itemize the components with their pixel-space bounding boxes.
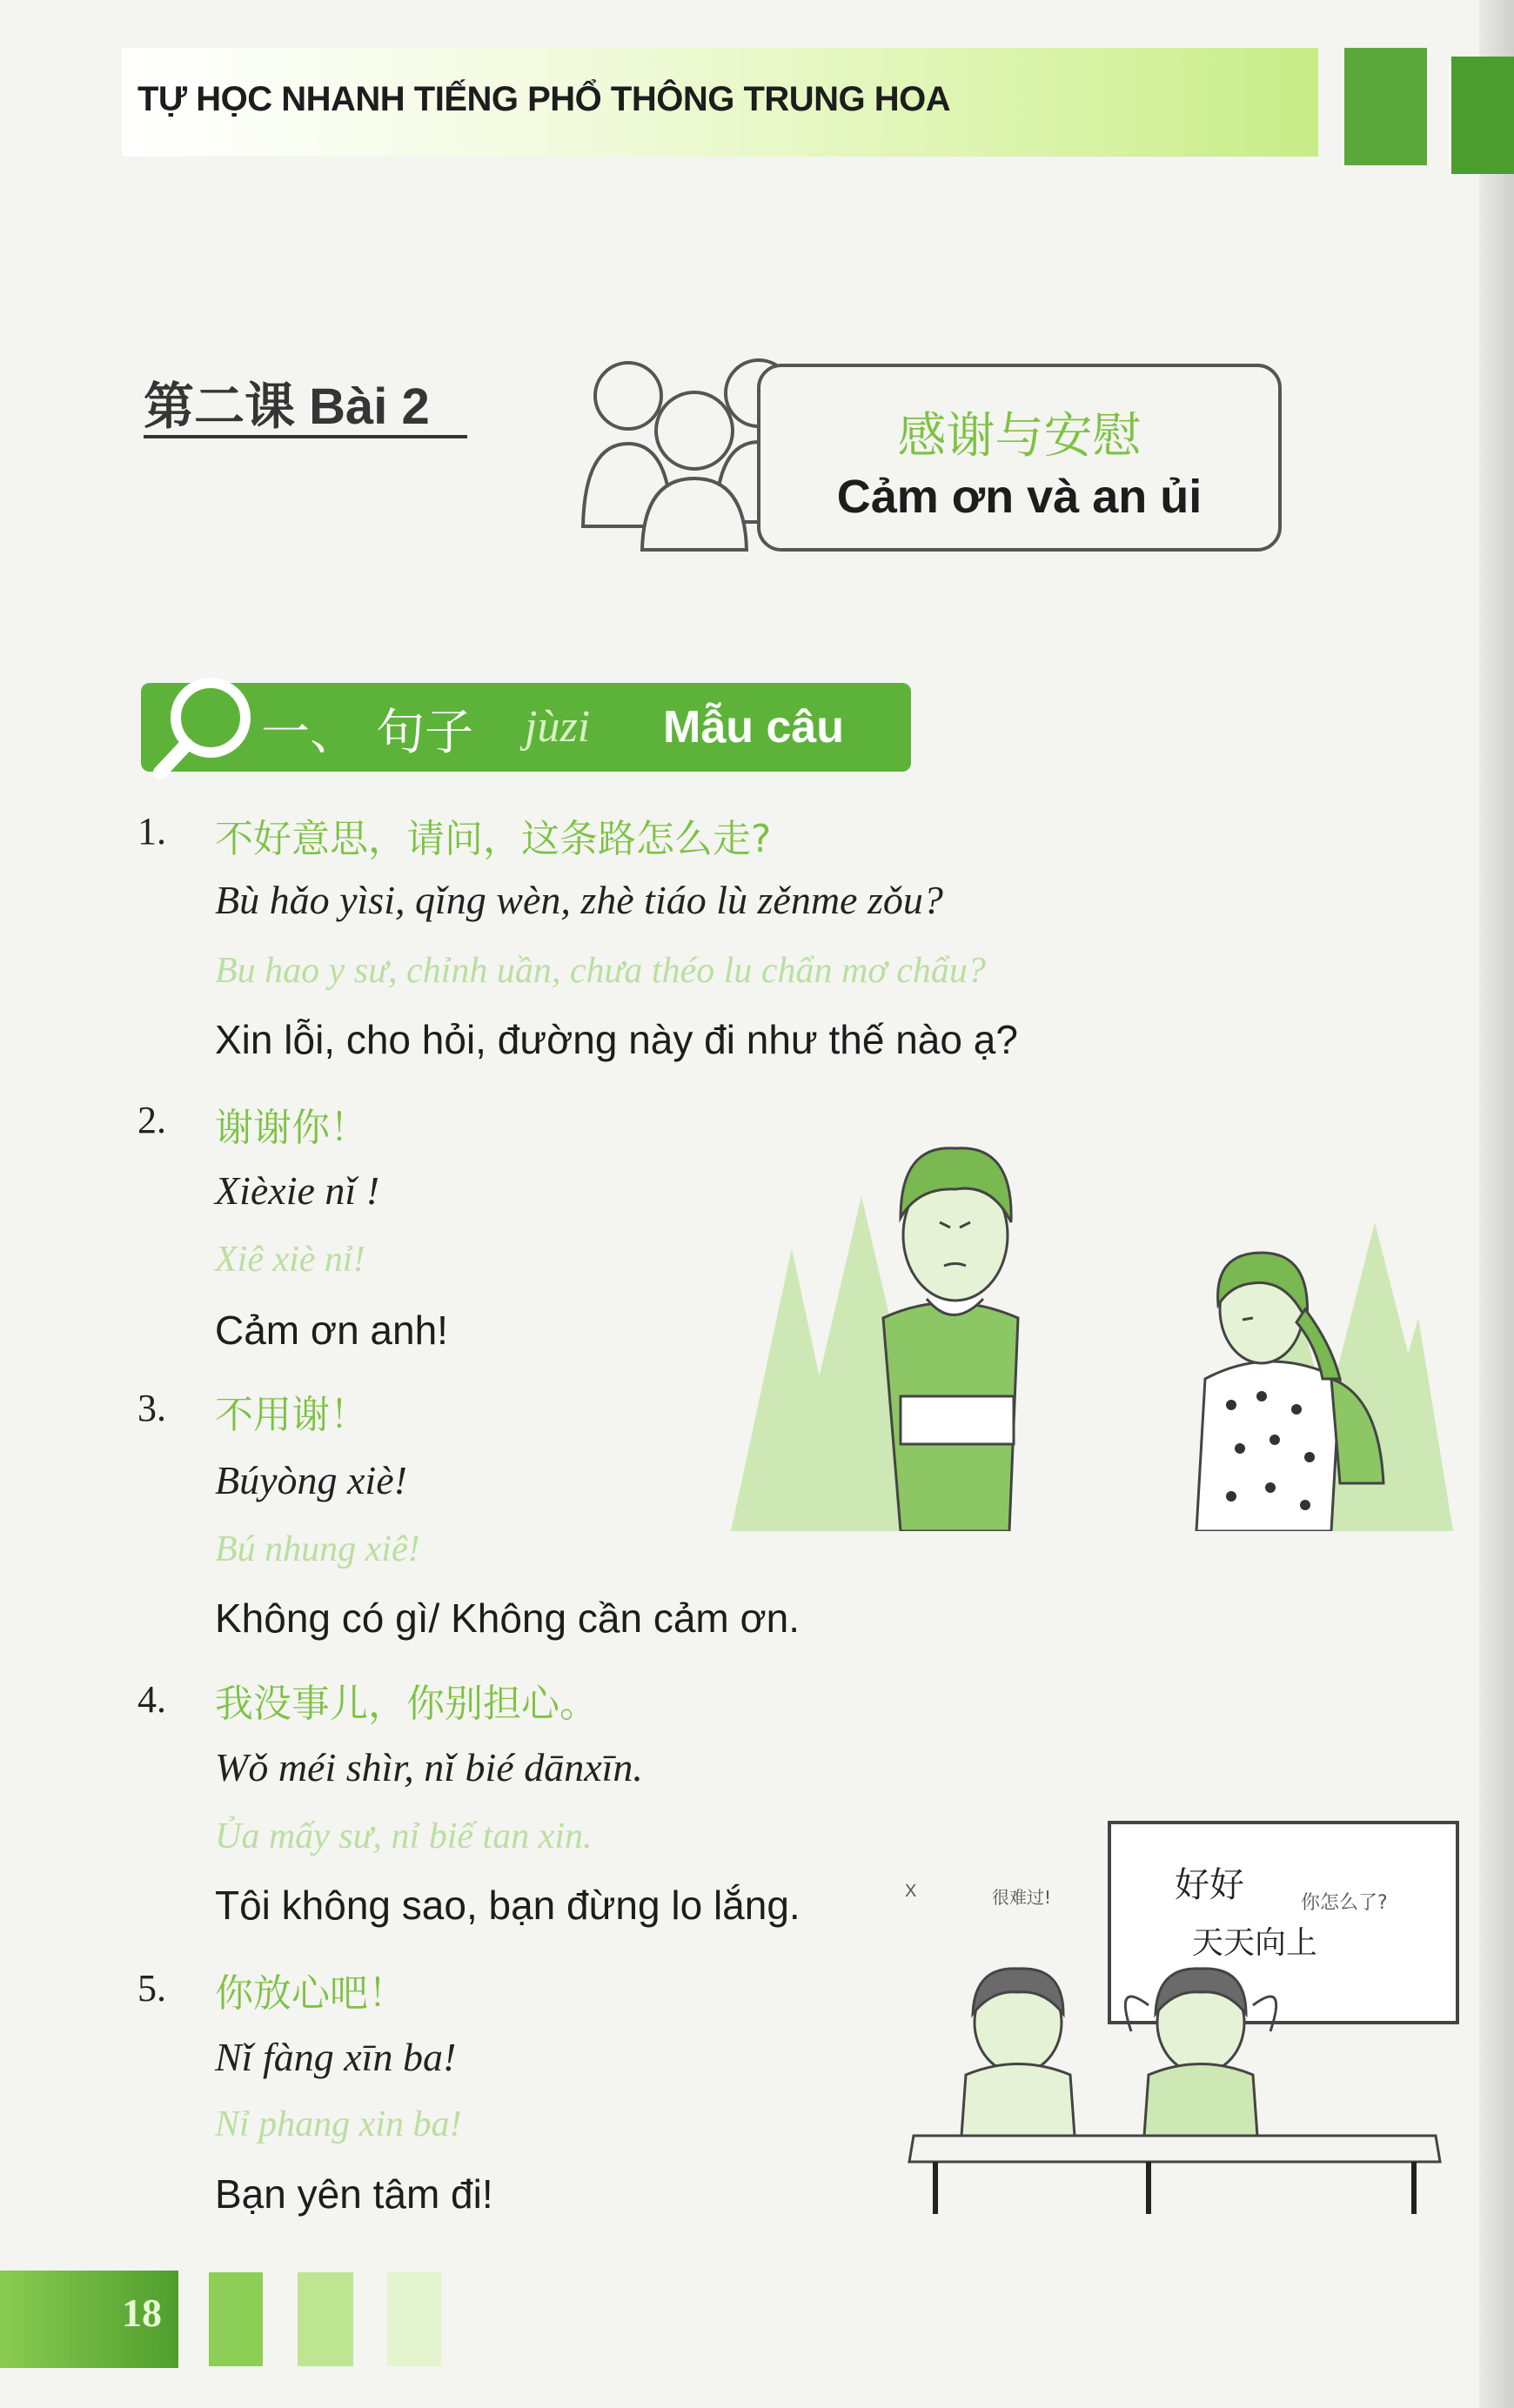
sentence-number: 3. (137, 1387, 166, 1429)
lesson-title-vi: Cảm ơn và an ủi (836, 471, 1202, 523)
x-mark: X (905, 1882, 917, 1901)
classroom-illustration (896, 1805, 1462, 2223)
sentence-number: 2. (137, 1099, 166, 1141)
book-title: TỰ HỌC NHANH TIẾNG PHỔ THÔNG TRUNG HOA (137, 80, 951, 118)
sentence-pinyin: Nǐ fàng xīn ba! (215, 2035, 457, 2079)
sentence-pinyin: Bù hǎo yìsi, qǐng wèn, zhè tiáo lù zěnme zǒu? (215, 878, 943, 922)
blackboard-text: 天天向上 (1192, 1925, 1318, 1961)
lesson-underline (144, 435, 467, 438)
sentence-vietnamese: Bạn yên tâm đi! (215, 2171, 493, 2217)
magnifier-icon (150, 670, 258, 783)
sentence-number: 1. (137, 810, 166, 853)
sentence-pinyin: Xièxie nǐ ! (215, 1168, 380, 1213)
footer-accent-block (298, 2272, 353, 2366)
sentence-chinese: 你放心吧！ (215, 1971, 406, 2016)
page-number: 18 (122, 2291, 162, 2335)
sentence-chinese: 谢谢你！ (215, 1106, 368, 1150)
sentence-number: 4. (137, 1678, 166, 1721)
lesson-title-zh: 感谢与安慰 (897, 408, 1142, 465)
sentence-chinese: 不好意思，请问，这条路怎么走? (215, 817, 772, 861)
lesson-title-box (757, 364, 1282, 552)
section-pinyin: jùzi (525, 702, 591, 752)
sentence-chinese: 我没事儿，你别担心。 (215, 1682, 598, 1726)
sentence-vietnamese: Cảm ơn anh! (215, 1308, 448, 1353)
blackboard-text: 好好 (1175, 1865, 1244, 1905)
section-title-vi: Mẫu câu (663, 702, 845, 752)
sentence-pinyin: Wǒ méi shìr, nǐ bié dānxīn. (215, 1745, 643, 1789)
header-accent-block (1451, 57, 1514, 174)
section-number: 一、 (261, 705, 358, 761)
sentence-chinese: 不用谢！ (215, 1393, 368, 1437)
section-title-zh: 句子 (376, 705, 473, 761)
header-accent-block (1344, 48, 1427, 165)
sentence-number: 5. (137, 1967, 166, 2010)
sentence-pinyin: Búyòng xiè! (215, 1458, 407, 1502)
sentence-phonetic: Bú nhung xiê! (215, 1529, 420, 1569)
sentence-phonetic: Ủa mấy sư, nỉ biế tan xin. (215, 1816, 593, 1856)
sentence-phonetic: Xiê xiè nỉ! (215, 1240, 365, 1280)
boy-and-girl-illustration (731, 1092, 1453, 1531)
sentence-phonetic: Bu hao y sư, chỉnh uần, chưa théo lu chẩn mơ chẩu? (215, 951, 986, 991)
lesson-label: 第二课 Bài 2 (144, 378, 430, 435)
sentence-phonetic: Nỉ phang xin ba! (215, 2104, 462, 2144)
page-edge (1479, 0, 1514, 2408)
speech-note: 很难过! (992, 1887, 1052, 1908)
sentence-vietnamese: Xin lỗi, cho hỏi, đường này đi như thế nào ạ? (215, 1017, 1018, 1062)
speech-note: 你怎么了? (1301, 1892, 1388, 1914)
sentence-vietnamese: Tôi không sao, bạn đừng lo lắng. (215, 1883, 801, 1928)
footer-accent-block (387, 2272, 441, 2366)
sentence-vietnamese: Không có gì/ Không cần cảm ơn. (215, 1595, 801, 1641)
footer-accent-block (209, 2272, 263, 2366)
